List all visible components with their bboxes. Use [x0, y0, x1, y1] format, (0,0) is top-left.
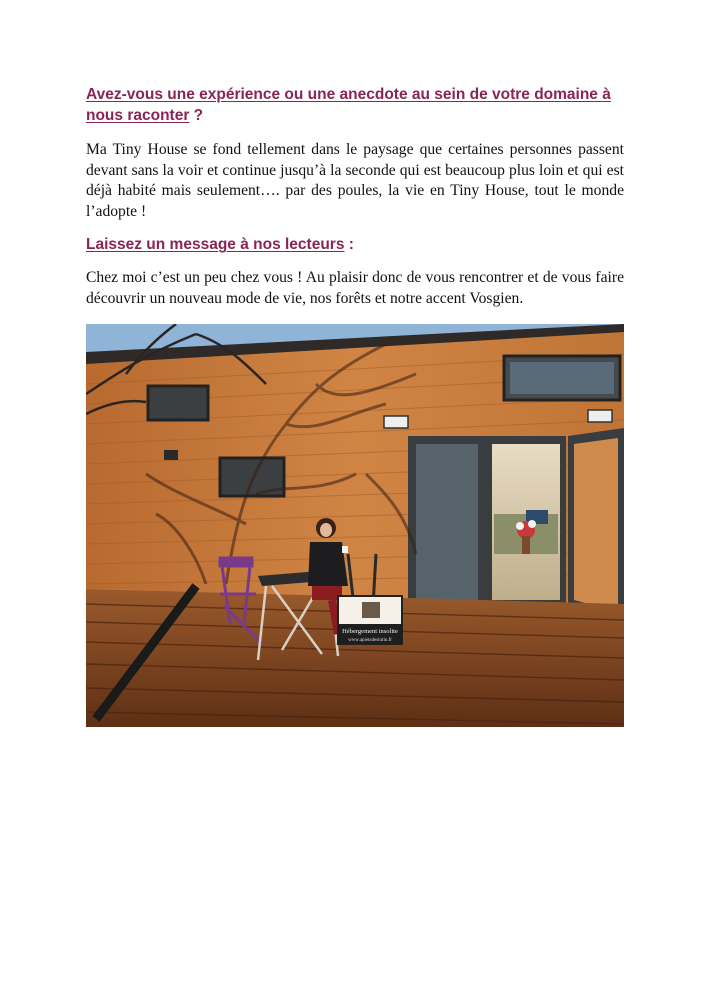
- tiny-house-photo: [86, 324, 624, 727]
- wall-lamp: [384, 416, 408, 428]
- document-body: [86, 84, 624, 309]
- section-heading-experience: [86, 84, 624, 126]
- section-heading-message: [86, 234, 624, 255]
- window-left: [148, 386, 208, 420]
- heading-text: Avez-vous une expérience ou une anecdote au sein de votre domaine à nous raconter: [86, 86, 611, 124]
- sign-website: www.apietsdeslutin.fr: [348, 638, 392, 643]
- heading-punctuation: ?: [189, 107, 204, 124]
- wall-lamp: [588, 410, 612, 422]
- lodging-sign: [338, 596, 402, 644]
- wall-outlet: [164, 450, 178, 460]
- sign-title: Hébergement insolite: [342, 628, 398, 635]
- paragraph-message: Chez moi c’est un peu chez vous ! Au plaisir donc de vous rencontrer et de vous faire découvrir un nouveau mode de vie, nos forêts et notre accent Vosgien.: [86, 269, 624, 307]
- photo-illustration: [86, 324, 624, 727]
- heading-text: Laissez un message à nos lecteurs: [86, 236, 345, 253]
- paragraph-anecdote: Ma Tiny House se fond tellement dans le paysage que certaines personnes passent devant sans la voir et continue jusqu’à la seconde qui est beaucoup plus loin et qui est déjà habité mais seulement…. par des poules, la vie en Tiny House, tout le monde l’adopte !: [86, 141, 624, 220]
- heading-punctuation: :: [344, 236, 354, 253]
- coffee-cup: [342, 546, 348, 553]
